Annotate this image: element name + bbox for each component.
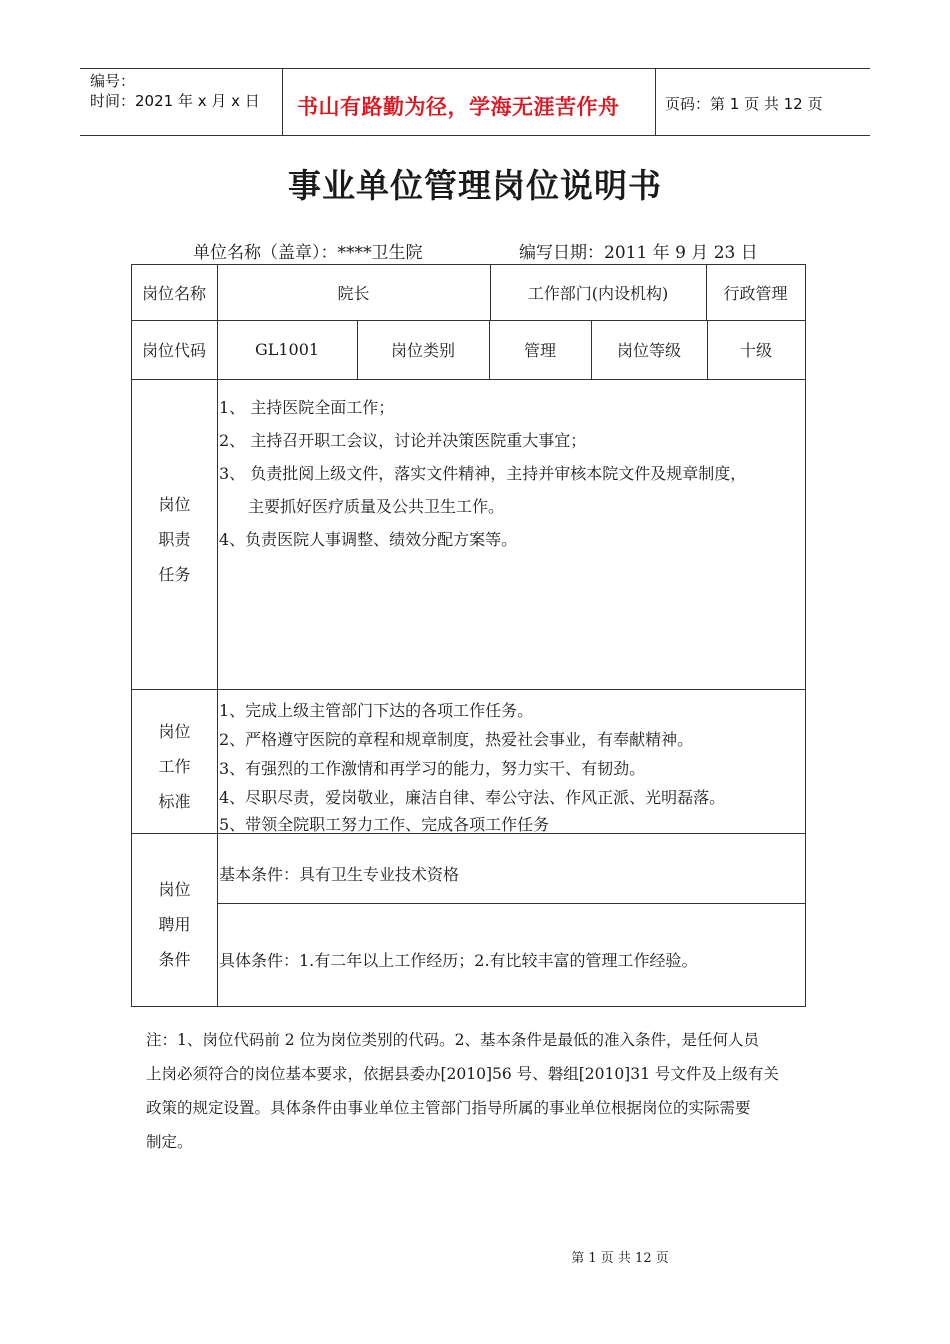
position-grade-label: 岗位等级 — [616, 341, 681, 360]
specific-condition: 具体条件：1.有二年以上工作经历；2.有比较丰富的管理工作经验。 — [219, 951, 698, 970]
table-rule — [805, 264, 806, 1006]
position-name-value: 院长 — [337, 283, 370, 303]
footer-page-number: 第 1 页 共 12 页 — [571, 1251, 669, 1266]
compile-date: 编写日期：2011 年 9 月 23 日 — [519, 243, 758, 263]
standard-item: 1、完成上级主管部门下达的各项工作任务。 — [219, 701, 534, 720]
department-value: 行政管理 — [723, 283, 788, 303]
table-rule — [131, 379, 806, 380]
header-divider-1 — [282, 68, 283, 135]
standard-item: 5、带领全院职工努力工作、完成各项工作任务 — [219, 815, 550, 834]
table-rule — [131, 689, 806, 690]
position-name-label: 岗位名称 — [141, 283, 206, 303]
table-rule — [131, 1006, 806, 1007]
standard-item: 4、尽职尽责，爱岗敬业，廉洁自律、奉公守法、作风正派、光明磊落。 — [219, 788, 726, 807]
standard-item: 3、有强烈的工作激情和再学习的能力，努力实干、有韧劲。 — [219, 759, 646, 778]
duties-label — [132, 487, 217, 592]
note-line: 上岗必须符合的岗位基本要求，依据县委办[2010]56 号、磐组[2010]31 号文件及上级有关 — [146, 1065, 779, 1083]
position-code-label: 岗位代码 — [141, 341, 206, 360]
conditions-label — [132, 872, 217, 977]
standard-item: 2、严格遵守医院的章程和规章制度，热爱社会事业，有奉献精神。 — [219, 730, 694, 749]
conditions-label-line: 条件 — [158, 950, 191, 969]
note-line: 注：1、岗位代码前 2 位为岗位类别的代码。2、基本条件是最低的准入条件，是任何人员 — [146, 1031, 759, 1049]
duties-label-line: 岗位 — [158, 495, 191, 514]
duty-item: 1、 主持医院全面工作； — [219, 398, 395, 417]
standards-label-line: 岗位 — [158, 722, 191, 741]
standards-label-line: 标准 — [158, 792, 191, 811]
position-category-label: 岗位类别 — [390, 341, 455, 360]
duty-item: 3、 负责批阅上级文件，落实文件精神，主持并审核本院文件及规章制度， — [219, 464, 747, 483]
standards-label-line: 工作 — [158, 757, 191, 776]
table-rule — [217, 903, 806, 904]
duty-item: 4、负责医院人事调整、绩效分配方案等。 — [219, 530, 518, 549]
position-code-value: GL1001 — [254, 340, 320, 359]
duty-item: 主要抓好医疗质量及公共卫生工作。 — [248, 497, 505, 516]
conditions-label-line: 岗位 — [158, 880, 191, 899]
document-title: 事业单位管理岗位说明书 — [288, 166, 662, 205]
duties-label-line: 职责 — [158, 530, 191, 549]
duty-item: 2、 主持召开职工会议，讨论并决策医院重大事宜； — [219, 431, 587, 450]
header-bottom-rule — [80, 135, 870, 136]
position-category-value: 管理 — [523, 341, 556, 360]
note-line: 制定。 — [146, 1133, 193, 1151]
position-grade-value: 十级 — [739, 341, 772, 360]
basic-condition: 基本条件：具有卫生专业技术资格 — [219, 865, 460, 884]
header-page-label: 页码：第 1 页 共 12 页 — [665, 95, 823, 113]
unit-name: 单位名称（盖章）：****卫生院 — [193, 243, 423, 263]
header-time-label: 时间：2021 年 x 月 x 日 — [90, 92, 260, 110]
conditions-label-line: 聘用 — [158, 915, 191, 934]
header-divider-2 — [655, 68, 656, 135]
department-label: 工作部门(内设机构) — [527, 283, 669, 303]
standards-label — [132, 714, 217, 819]
header-number-label: 编号： — [90, 72, 136, 90]
header-motto: 书山有路勤为径，学海无涯苦作舟 — [297, 95, 620, 119]
note-line: 政策的规定设置。具体条件由事业单位主管部门指导所属的事业单位根据岗位的实际需要 — [146, 1099, 751, 1117]
header-top-rule — [80, 68, 870, 69]
duties-label-line: 任务 — [158, 565, 191, 584]
